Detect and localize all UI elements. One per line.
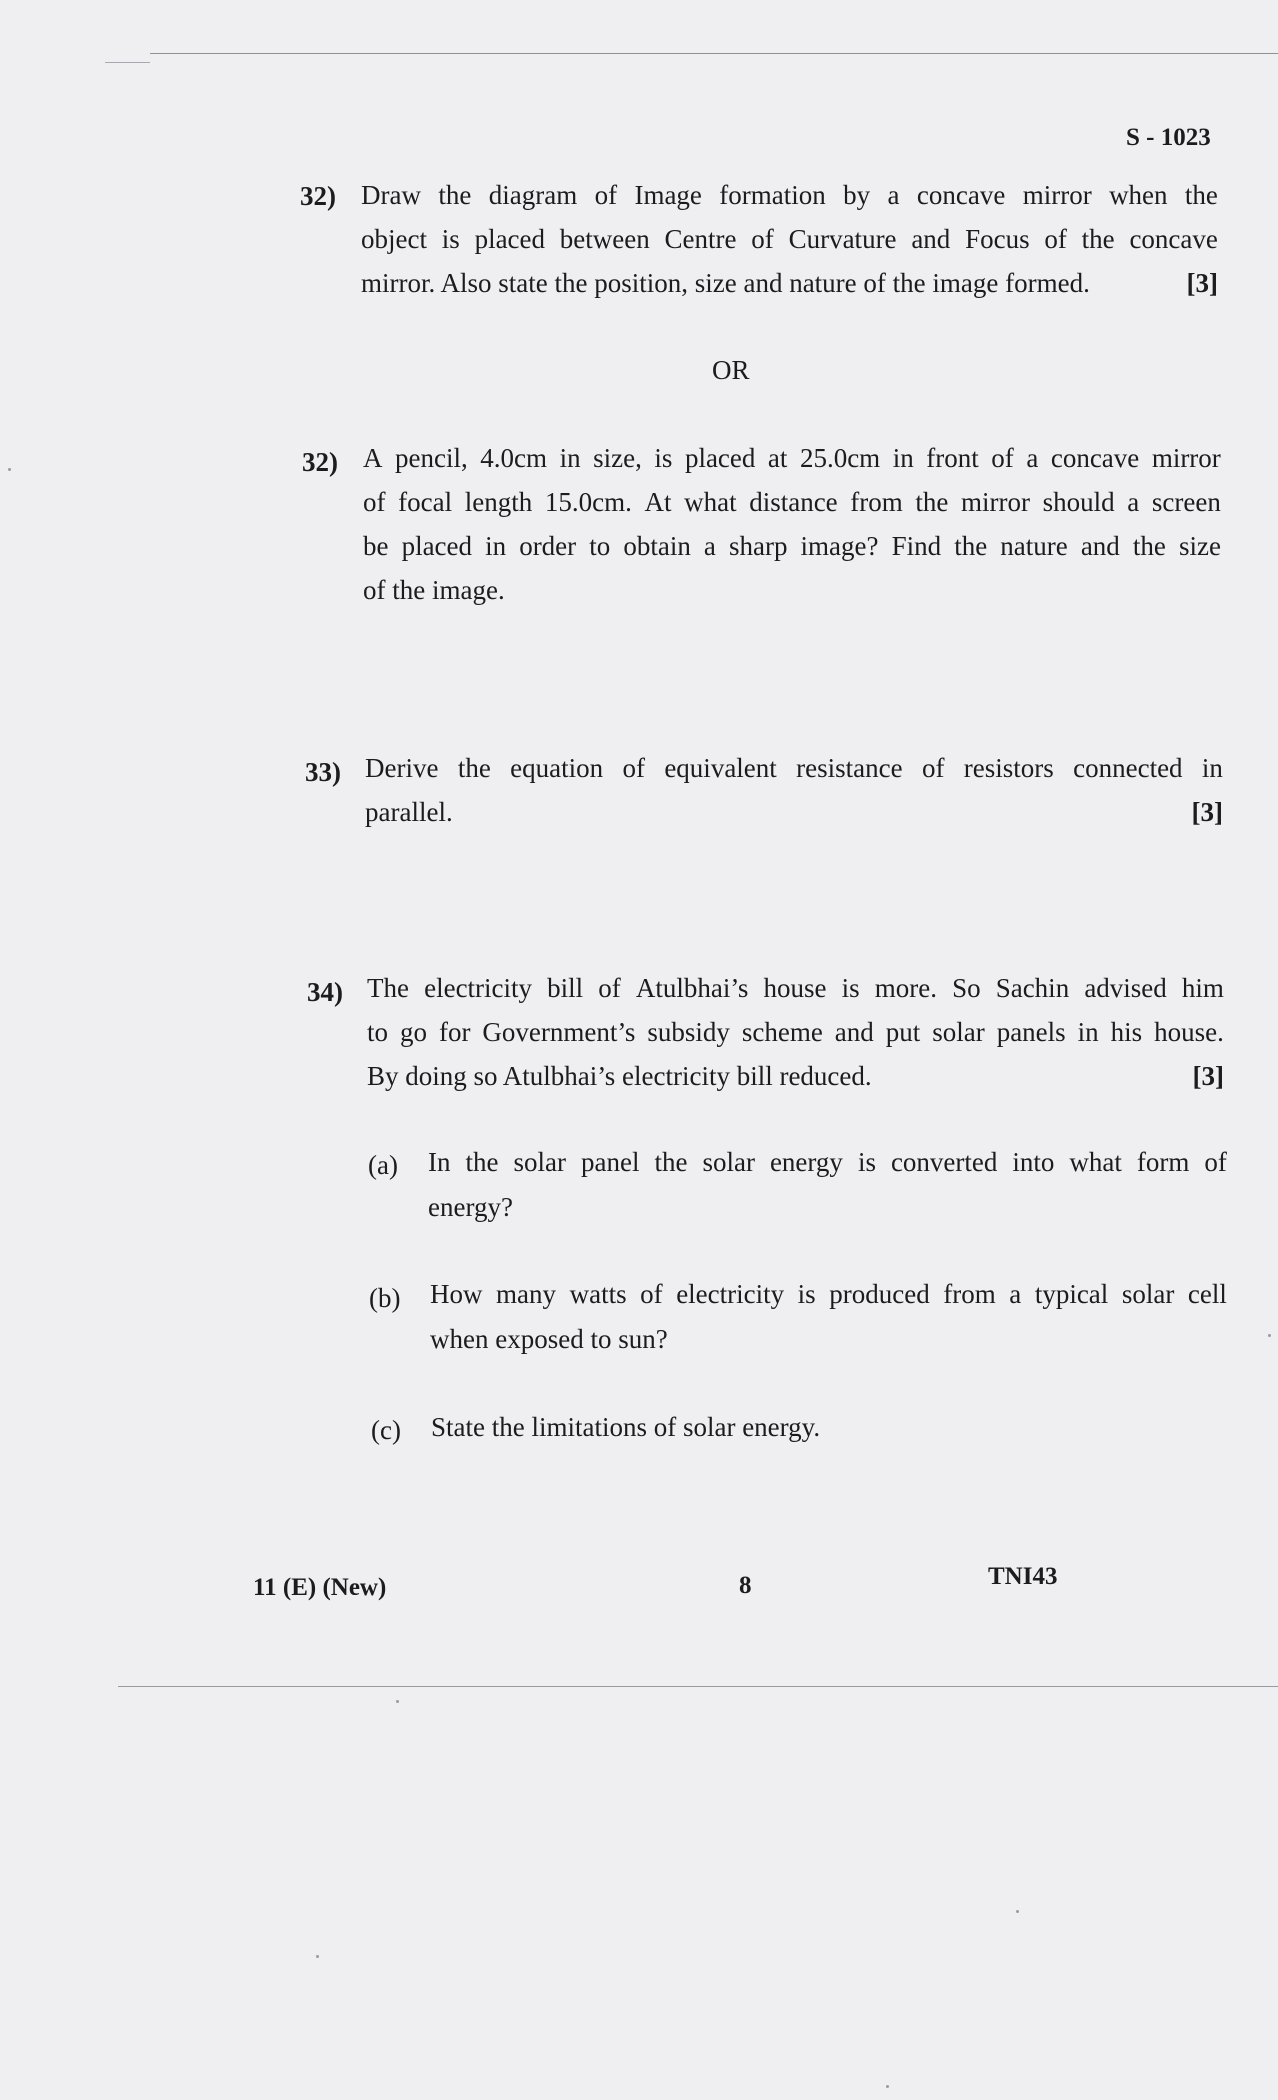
question-line: to go for Government’s subsidy scheme and put solar panels in his house. (367, 1017, 1224, 1047)
question-line: A pencil, 4.0cm in size, is placed at 25.0cm in front of a concave mirror (363, 443, 1221, 473)
or-separator: OR (712, 355, 750, 385)
subpart-label: (a) (368, 1150, 398, 1180)
question-line: of focal length 15.0cm. At what distance from the mirror should a screen (363, 487, 1221, 517)
question-line: of the image. (363, 575, 505, 605)
question-line-with-marks (367, 1054, 1224, 1098)
question-text (361, 173, 1218, 305)
subpart-text (428, 1140, 1227, 1230)
question-text (365, 746, 1223, 834)
footer-right: TNI43 (988, 1563, 1058, 1590)
question-line: parallel. (365, 797, 453, 827)
question-line: The electricity bill of Atulbhai’s house is more. So Sachin advised him (367, 973, 1224, 1003)
marks: [3] (1186, 268, 1218, 298)
question-line: By doing so Atulbhai’s electricity bill reduced. (367, 1061, 872, 1091)
question-line: mirror. Also state the position, size and nature of the image formed. (361, 268, 1090, 298)
page-number: 8 (739, 1572, 752, 1599)
top-rule-stub (105, 62, 150, 63)
marks: [3] (1191, 797, 1223, 827)
question-line: object is placed between Centre of Curvature and Focus of the concave (361, 224, 1218, 254)
question-number: 32) (302, 447, 338, 477)
subpart-label: (c) (371, 1415, 401, 1445)
scan-speck (1016, 1910, 1019, 1913)
subpart-text (430, 1272, 1227, 1362)
question-number: 33) (305, 757, 341, 787)
question-line-with-marks (361, 261, 1218, 305)
question-text (367, 966, 1224, 1098)
scan-speck (8, 468, 11, 471)
top-rule (150, 53, 1278, 54)
scan-speck (1268, 1334, 1271, 1337)
subpart-line: energy? (428, 1192, 513, 1222)
question-number: 32) (300, 181, 336, 211)
footer-left: 11 (E) (New) (253, 1574, 387, 1601)
question-line: Draw the diagram of Image formation by a concave mirror when the (361, 180, 1218, 210)
subpart-text (431, 1405, 1227, 1450)
question-line-with-marks (365, 790, 1223, 834)
scan-speck (316, 1955, 319, 1958)
subpart-line: In the solar panel the solar energy is converted into what form of (428, 1147, 1227, 1177)
subpart-label: (b) (369, 1283, 401, 1313)
subpart-line: How many watts of electricity is produced from a typical solar cell (430, 1279, 1227, 1309)
question-line: Derive the equation of equivalent resistance of resistors connected in (365, 753, 1223, 783)
scan-speck (886, 2085, 889, 2088)
subpart-line: when exposed to sun? (430, 1324, 668, 1354)
bottom-rule (118, 1686, 1278, 1687)
scan-speck (396, 1700, 399, 1703)
question-text (363, 436, 1221, 612)
marks: [3] (1192, 1061, 1224, 1091)
question-line: be placed in order to obtain a sharp image? Find the nature and the size (363, 531, 1221, 561)
question-number: 34) (307, 977, 343, 1007)
subpart-line: State the limitations of solar energy. (431, 1412, 821, 1442)
paper-code: S - 1023 (1126, 124, 1211, 151)
